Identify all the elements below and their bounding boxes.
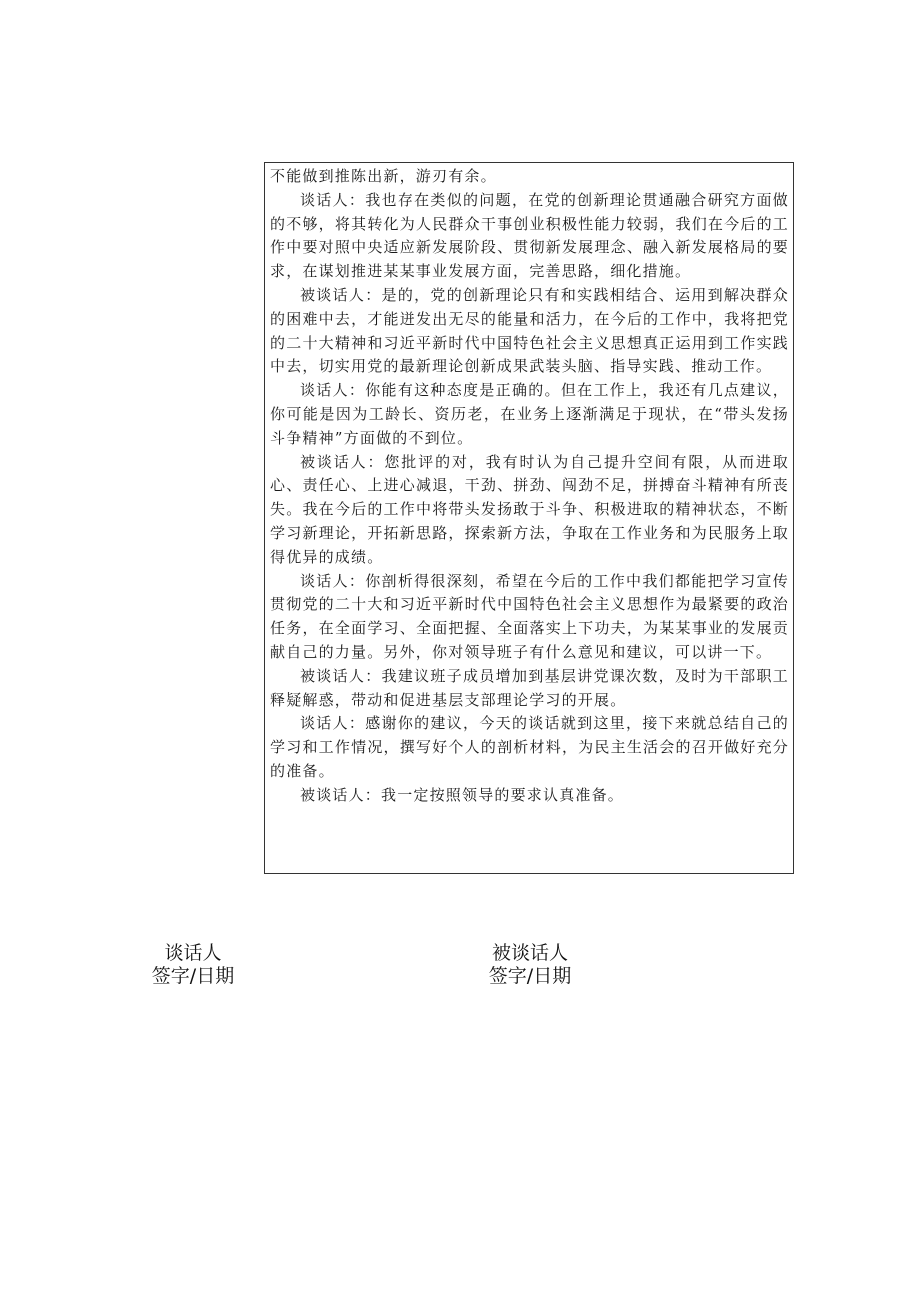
interviewer-signature-block [138, 942, 248, 988]
record-paragraph-0: 不能做到推陈出新，游刃有余。 [270, 167, 497, 185]
conversation-record-box [264, 162, 794, 874]
record-paragraph-2: 被谈话人：是的，党的创新理论只有和实践相结合、运用到解决群众的困难中去，才能迸发出无尽的能量和活力，在今后的工作中，我将把党的二十大精神和习近平新时代中国特色社会主义思想真正运用到工作实践中去，切实用党的最新理论创新成果武装头脑、指导实践、推动工作。 [270, 285, 789, 376]
interviewee-role-label: 被谈话人 [491, 942, 568, 964]
interviewer-sign-date-label: 签字/日期 [151, 965, 235, 987]
record-paragraph-4: 被谈话人：您批评的对，我有时认为自己提升空间有限，从而进取心、责任心、上进心减退，干劲、拼劲、闯劲不足，拼搏奋斗精神有所丧失。我在今后的工作中将带头发扬敢于斗争、积极进取的精神状态，不断学习新理论，开拓新思路，探索新方法，争取在工作业务和为民服务上取得优异的成绩。 [270, 452, 789, 566]
record-paragraph-1: 谈话人：我也存在类似的问题，在党的创新理论贯通融合研究方面做的不够，将其转化为人民群众干事创业积极性能力较弱，我们在今后的工作中要对照中央适应新发展阶段、贯彻新发展理念、融入新发展格局的要求，在谋划推进某某事业发展方面，完善思路，细化措施。 [270, 190, 789, 281]
interviewee-sign-date-label: 签字/日期 [488, 965, 572, 987]
interviewee-signature-block [468, 942, 592, 988]
interviewer-role-label: 谈话人 [164, 942, 222, 964]
record-paragraph-3: 谈话人：你能有这种态度是正确的。但在工作上，我还有几点建议，你可能是因为工龄长、资历老，在业务上逐渐满足于现状，在“带头发扬斗争精神”方面做的不到位。 [270, 381, 789, 447]
record-paragraph-5: 谈话人：你剖析得很深刻，希望在今后的工作中我们都能把学习宣传贯彻党的二十大和习近平新时代中国特色社会主义思想作为最紧要的政治任务，在全面学习、全面把握、全面落实上下功夫，为某某事业的发展贡献自己的力量。另外，你对领导班子有什么意见和建议，可以讲一下。 [270, 571, 789, 661]
record-paragraph-7: 谈话人：感谢你的建议，今天的谈话就到这里，接下来就总结自己的学习和工作情况，撰写好个人的剖析材料，为民主生活会的召开做好充分的准备。 [270, 714, 789, 780]
record-paragraph-8: 被谈话人：我一定按照领导的要求认真准备。 [300, 785, 625, 804]
record-paragraph-6: 被谈话人：我建议班子成员增加到基层讲党课次数，及时为干部职工释疑解惑，带动和促进基层支部理论学习的开展。 [270, 666, 789, 709]
